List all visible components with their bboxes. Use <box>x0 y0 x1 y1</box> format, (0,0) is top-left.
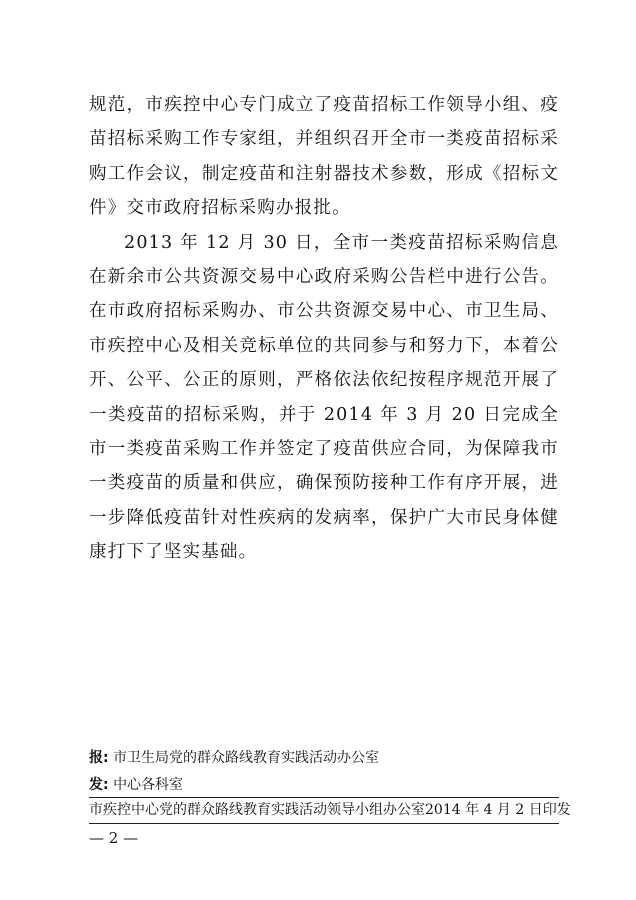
send-recipient: 中心各科室 <box>113 777 184 793</box>
body-paragraph-1: 规范，市疾控中心专门成立了疫苗招标工作领导小组、疫苗招标采购工作专家组，并组织召开全市一类疫苗招标采购工作会议，制定疫苗和注射器技术参数，形成《招标文件》交市政府招标采购办报批。 <box>89 95 559 219</box>
report-label: 报: <box>89 750 109 766</box>
send-to-row <box>89 775 183 795</box>
report-recipient: 市卫生局党的群众路线教育实践活动办公室 <box>113 750 380 766</box>
body-paragraph-2: 2013 年 12 月 30 日，全市一类疫苗招标采购信息在新余市公共资源交易中心政府采购公告栏中进行公告。在市政府招标采购办、市公共资源交易中心、市卫生局、市疾控中心及相关竞标单位的共同参与和努力下，本着公开、公平、公正的原则，严格依法依纪按程序规范开展了一类疫苗的招标采购，并于 2014 年 3 月 20 日完成全市一类疫苗采购工作并签定了疫苗供应合同，为保障我市一类疫苗的质量和供应，确保预防接种工作有序开展，进一步降低疫苗针对性疾病的发病率，保护广大市民身体健康打下了坚实基础。 <box>89 232 559 563</box>
issuer-line <box>89 800 571 820</box>
issue-date: 2014 年 4 月 2 日印发 <box>425 802 571 818</box>
report-to-row <box>89 748 379 768</box>
distribution-block <box>89 748 559 796</box>
footer-rule-bottom <box>89 823 559 824</box>
send-label: 发: <box>89 777 109 793</box>
footer-rule-top <box>89 797 559 798</box>
issuing-office: 市疾控中心党的群众路线教育实践活动领导小组办公室 <box>89 802 425 818</box>
document-body <box>89 88 559 570</box>
page-number: — 2 — <box>89 829 139 847</box>
